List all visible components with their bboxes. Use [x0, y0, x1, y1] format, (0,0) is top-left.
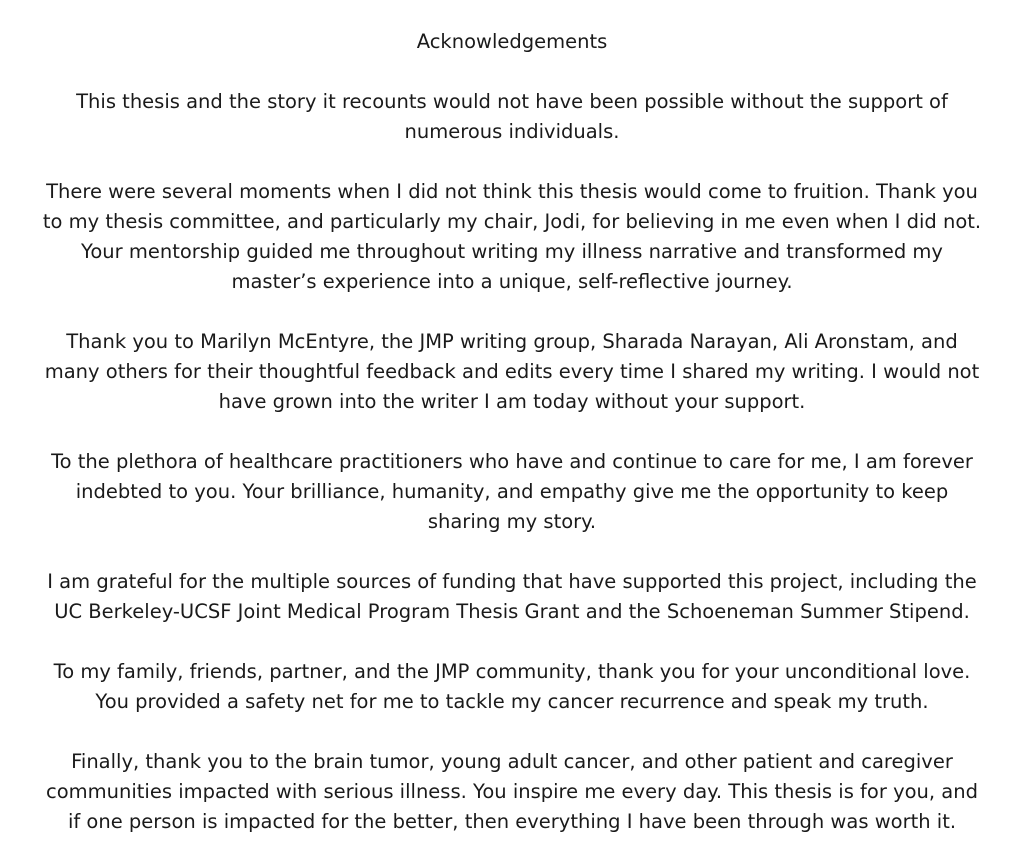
paragraph-family — [22, 657, 1002, 717]
text-line: many others for their thoughtful feedback and edits every time I shared my writing. I would not — [44, 360, 980, 383]
text-line: To my family, friends, partner, and the JMP community, thank you for your unconditional love. — [53, 660, 971, 683]
page-title: Acknowledgements — [416, 30, 608, 53]
text-line: This thesis and the story it recounts would not have been possible without the support of — [76, 90, 948, 113]
paragraph-intro — [22, 87, 1002, 147]
text-line: UC Berkeley-UCSF Joint Medical Program Thesis Grant and the Schoeneman Summer Stipend. — [54, 600, 970, 623]
text-line: To the plethora of healthcare practitioners who have and continue to care for me, I am forever — [51, 450, 973, 473]
paragraph-committee — [22, 177, 1002, 297]
text-line: to my thesis committee, and particularly my chair, Jodi, for believing in me even when I did not. — [42, 210, 982, 233]
paragraph-practitioners — [22, 447, 1002, 537]
text-line: master’s experience into a unique, self-reflective journey. — [231, 270, 793, 293]
text-line: There were several moments when I did not think this thesis would come to fruition. Thank you — [46, 180, 978, 203]
text-line: I am grateful for the multiple sources of funding that have supported this project, including the — [47, 570, 977, 593]
text-line: have grown into the writer I am today without your support. — [218, 390, 806, 413]
text-line: indebted to you. Your brilliance, humanity, and empathy give me the opportunity to keep — [75, 480, 949, 503]
text-line: Thank you to Marilyn McEntyre, the JMP writing group, Sharada Narayan, Ali Aronstam, and — [66, 330, 958, 353]
paragraph-funding — [22, 567, 1002, 627]
text-line: Finally, thank you to the brain tumor, young adult cancer, and other patient and caregiver — [71, 750, 953, 773]
text-line: communities impacted with serious illness. You inspire me every day. This thesis is for you, and — [46, 780, 978, 803]
text-line: Your mentorship guided me throughout writing my illness narrative and transformed my — [81, 240, 943, 263]
text-line: numerous individuals. — [404, 120, 620, 143]
paragraph-writing-support — [22, 327, 1002, 417]
text-line: You provided a safety net for me to tackle my cancer recurrence and speak my truth. — [95, 690, 929, 713]
text-line: if one person is impacted for the better, then everything I have been through was worth it. — [67, 810, 957, 833]
paragraph-communities — [22, 747, 1002, 837]
text-line: sharing my story. — [427, 510, 597, 533]
